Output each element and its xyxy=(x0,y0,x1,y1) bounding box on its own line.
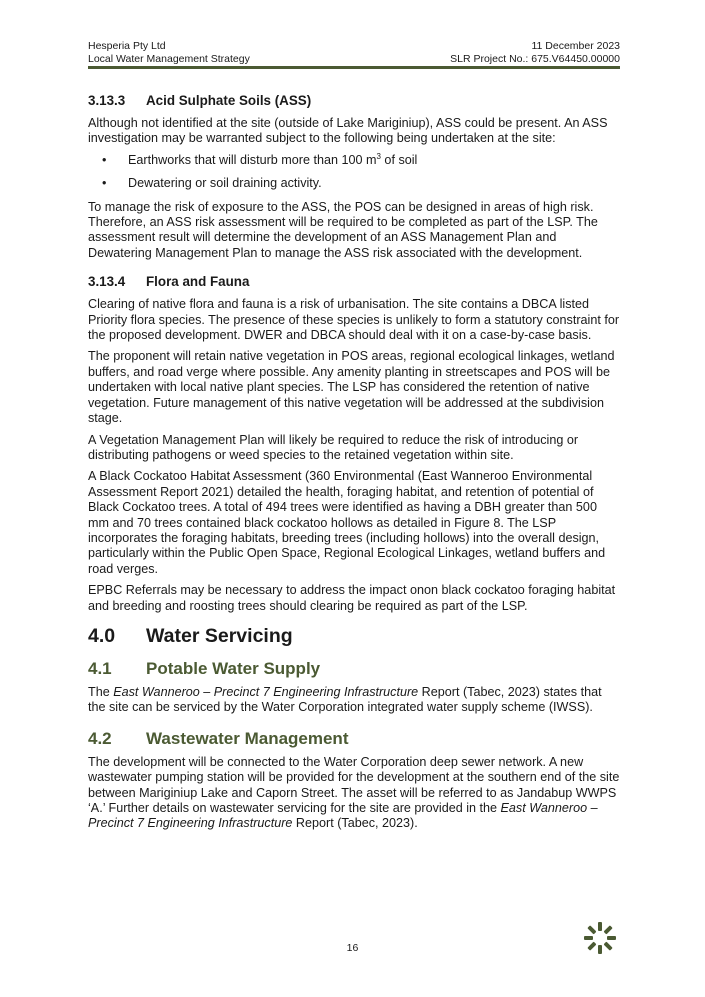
heading-4-0 xyxy=(88,624,620,648)
report-title: East Wanneroo – Precinct 7 Engineering Infrastructure xyxy=(88,801,598,831)
bullet-list xyxy=(88,153,620,192)
text: The development will be connected to the Water Corporation deep sewer network. A new wastewater pumping station will be provided for the development at the southern end of the site between Mariginiup Lake and Caporn Street. The asset will be referred to as Jandabup WWPS ‘A.’ Further details on wastewater servicing for the site are provided in the xyxy=(88,754,620,815)
section-number: 4.0 xyxy=(88,624,116,647)
header-right xyxy=(450,40,620,66)
section-number: 4.1 xyxy=(88,658,112,678)
paragraph xyxy=(88,685,620,716)
document-date: 11 December 2023 xyxy=(531,40,620,52)
paragraph: EPBC Referrals may be necessary to address the impact onon black cockatoo foraging habitat and breeding and roosting trees should clearing be required as part of the LSP. xyxy=(88,583,616,613)
text: The xyxy=(88,684,114,699)
section-title: Water Servicing xyxy=(146,624,293,647)
heading-4-1 xyxy=(88,658,620,679)
page-number: 16 xyxy=(346,942,359,954)
paragraph: The proponent will retain native vegetation in POS areas, regional ecological linkages, wetland buffers, and road verge where possible. Any amenity planting in streetscapes and POS will be undertaken with local native plant species. The LSP has considered the retention of native vegetation. Future management of this native vegetation will be addressed at the subdivision stage. xyxy=(88,349,615,426)
list-item: • Dewatering or soil draining activity. xyxy=(88,176,620,191)
report-title: East Wanneroo – Precinct 7 Engineering Infrastructure xyxy=(113,684,419,699)
text: Report (Tabec, 2023) states that the site can be serviced by the Water Corporation integrated water supply scheme (IWSS). xyxy=(88,684,602,715)
list-item xyxy=(88,153,620,168)
company-name: Hesperia Pty Ltd xyxy=(88,40,166,52)
header-divider xyxy=(88,66,620,69)
paragraph: Although not identified at the site (outside of Lake Mariginiup), ASS could be present. An ASS investigation may be warranted subject to the following being undertaken at the site: xyxy=(88,116,608,146)
heading-3-13-3 xyxy=(88,92,620,109)
section-number: 3.13.3 xyxy=(88,93,126,108)
section-title: Flora and Fauna xyxy=(146,274,250,290)
page-body xyxy=(88,92,620,838)
slr-logo-icon xyxy=(582,920,618,956)
section-number: 3.13.4 xyxy=(88,274,126,290)
superscript: 3 xyxy=(376,151,381,161)
document-title: Local Water Management Strategy xyxy=(88,53,250,65)
header-left xyxy=(88,40,250,66)
paragraph: To manage the risk of exposure to the ASS, the POS can be designed in areas of high risk. Therefore, an ASS risk assessment will be required to be completed as part of the LSP. The assessment result will determine the development of an ASS Management Plan and Dewatering Management Plan to manage the ASS risk associated with the development. xyxy=(88,199,598,260)
section-title: Acid Sulphate Soils (ASS) xyxy=(146,93,312,108)
heading-3-13-4 xyxy=(88,273,620,290)
list-item-text: of soil xyxy=(380,152,418,167)
section-title: Wastewater Management xyxy=(146,728,349,748)
text: Report (Tabec, 2023). xyxy=(292,816,418,831)
paragraph: Clearing of native flora and fauna is a risk of urbanisation. The site contains a DBCA listed Priority flora species. The presence of these species is unlikely to form a statutory constraint for the proposed development. DWER and DBCA should deal with it on a case-by-case basis. xyxy=(88,297,620,343)
paragraph: A Vegetation Management Plan will likely be required to reduce the risk of introducing or distributing pathogens or weed species to the retained vegetation within site. xyxy=(88,432,579,462)
page-header xyxy=(88,40,620,66)
paragraph: A Black Cockatoo Habitat Assessment (360 Environmental (East Wanneroo Environmental Assessment Report 2021) detailed the health, foraging habitat, and retention of potential of Black Cockatoo trees. A total of 494 trees were identified as having a DBH greater than 500 mm and 70 trees contained black cockatoo hollows as detailed in Figure 8. The LSP incorporates the foraging habitats, breeding trees (including hollows) into the overall design, particularly within the Public Open Space, Regional Ecological Linkages, wetland buffers and road verges. xyxy=(88,469,606,576)
section-number: 4.2 xyxy=(88,728,112,748)
project-number: SLR Project No.: 675.V64450.00000 xyxy=(450,53,620,65)
section-title: Potable Water Supply xyxy=(146,658,321,678)
paragraph xyxy=(88,755,620,832)
heading-4-2 xyxy=(88,728,620,749)
list-item-text: Earthworks that will disturb more than 100 m xyxy=(128,152,377,167)
